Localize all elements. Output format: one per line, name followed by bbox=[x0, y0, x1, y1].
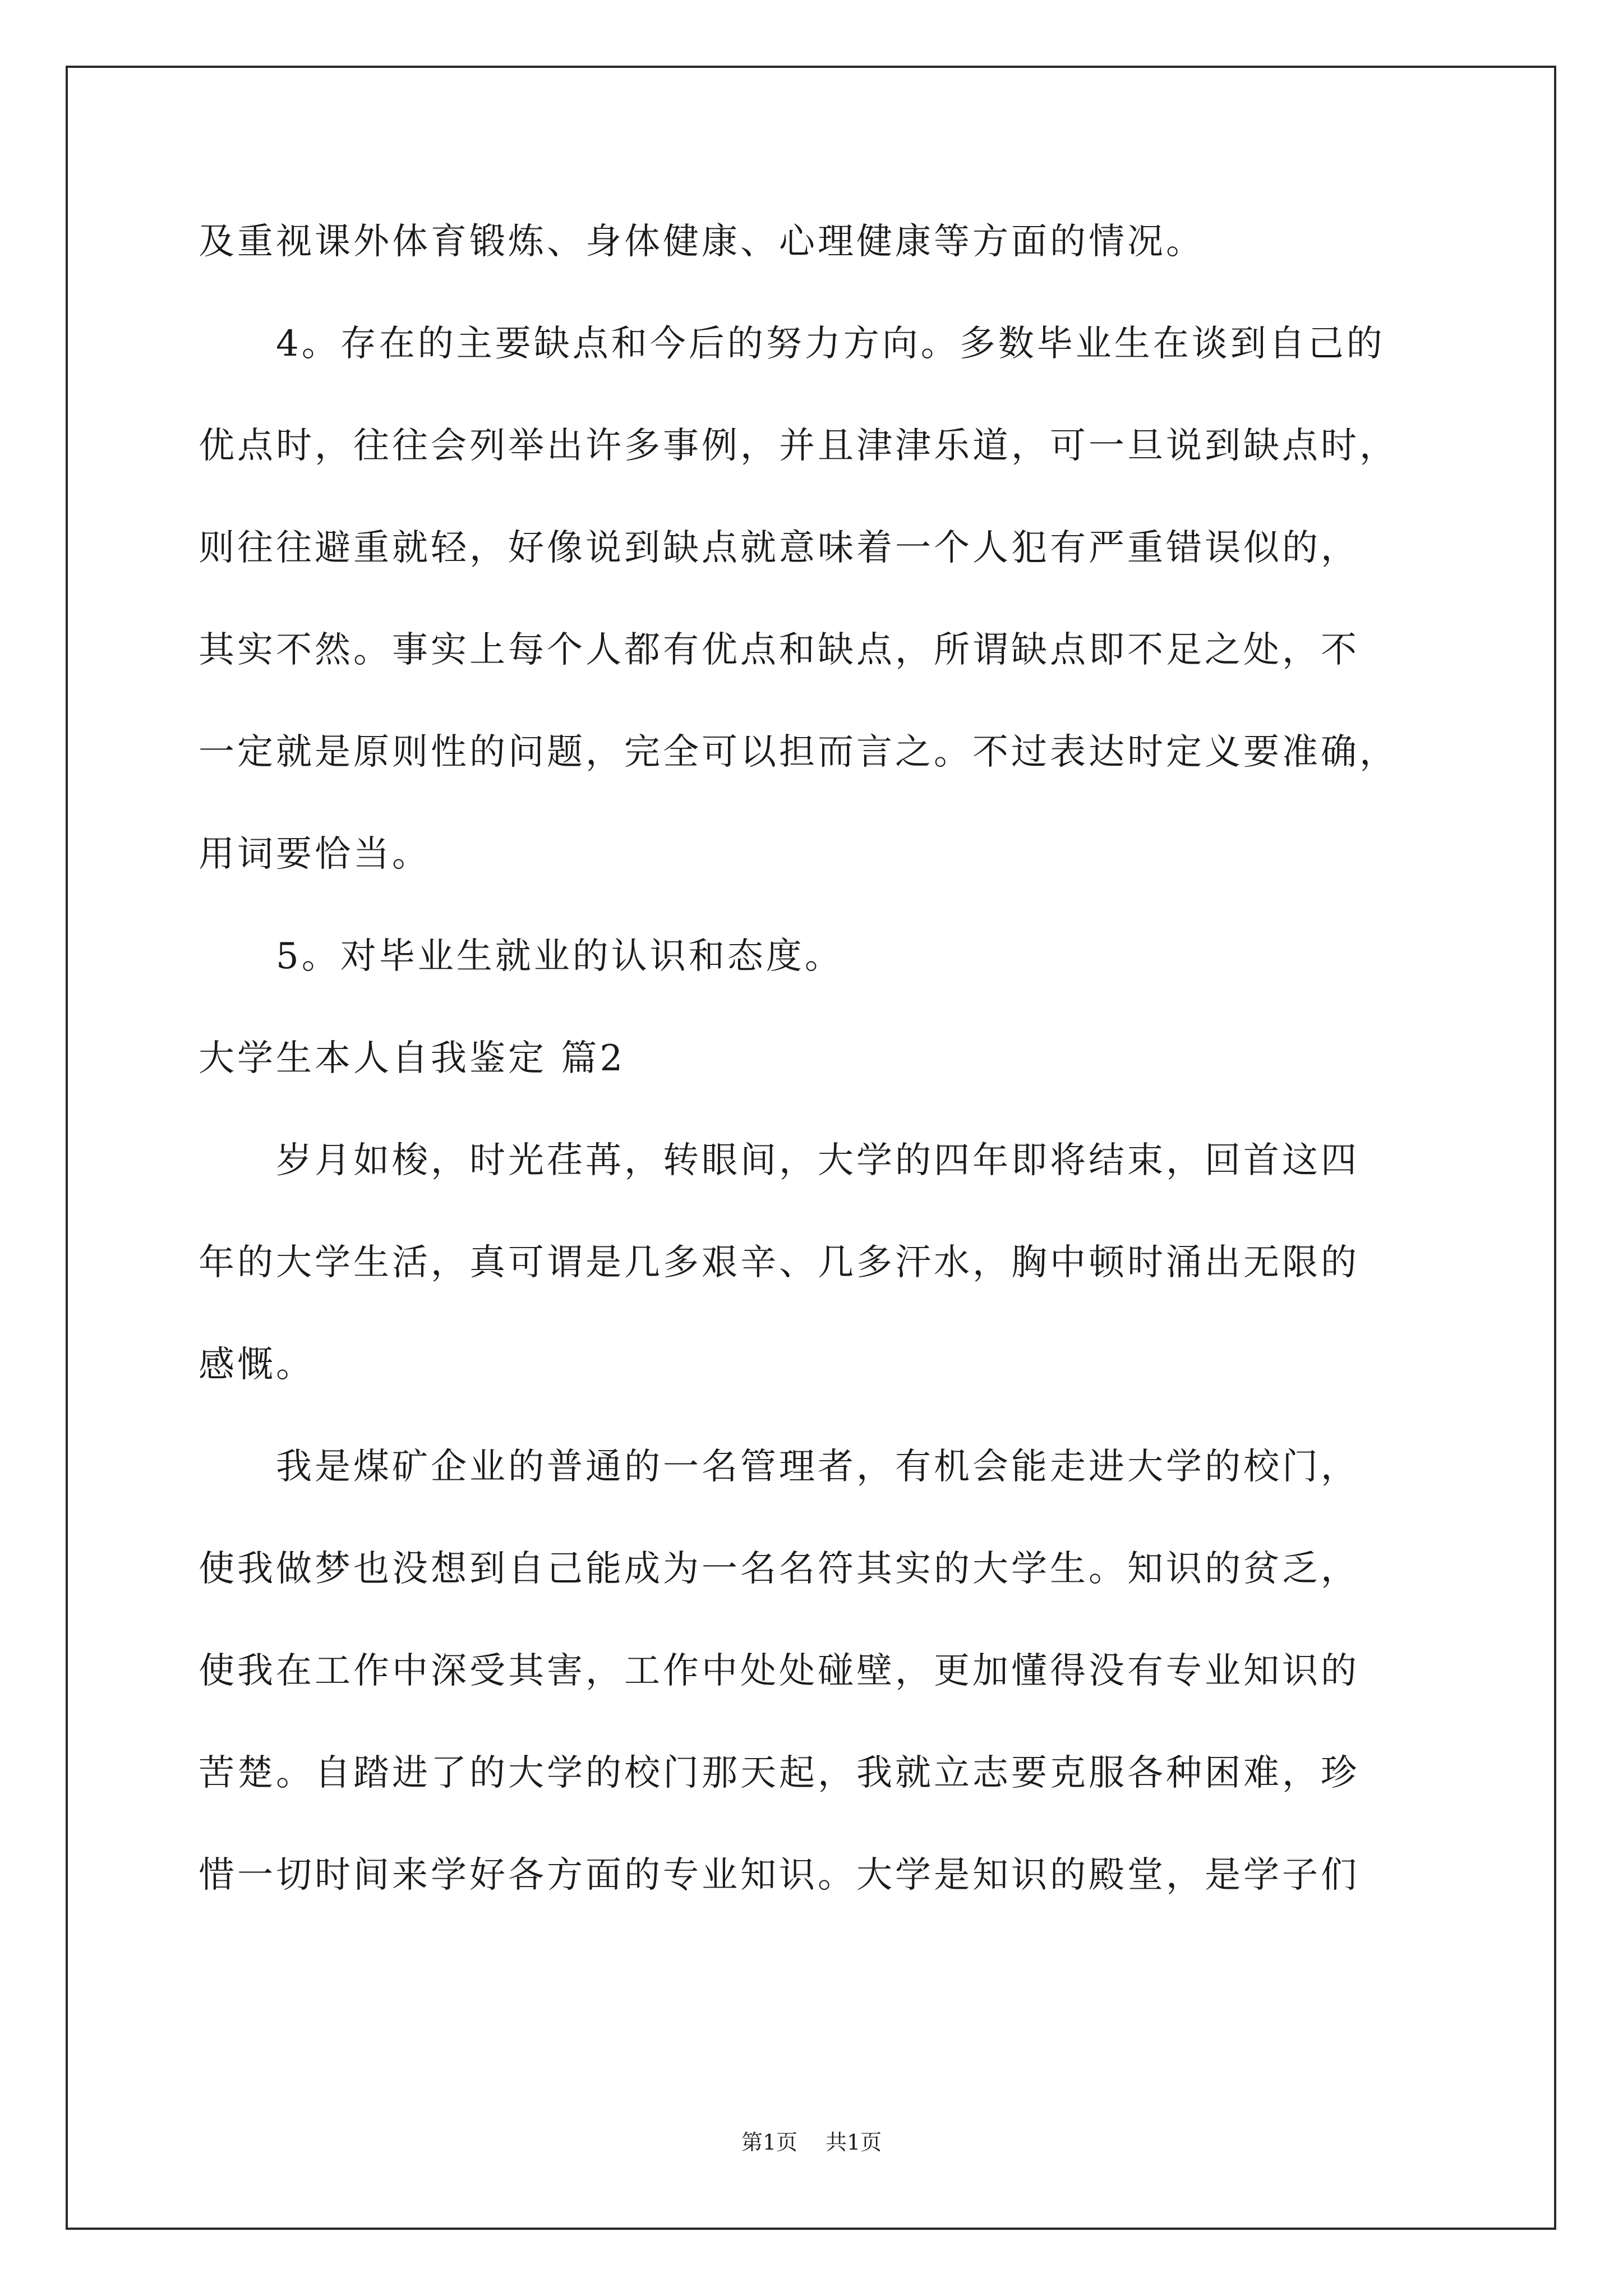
text-line: 其实不然。事实上每个人都有优点和缺点，所谓缺点即不足之处，不 bbox=[199, 629, 1359, 671]
text-line: 使我做梦也没想到自己能成为一名名符其实的大学生。知识的贫乏， bbox=[199, 1548, 1359, 1590]
page-number: 第1页 bbox=[741, 2130, 797, 2155]
text-line: 感慨。 bbox=[199, 1344, 315, 1386]
text-line: 惜一切时间来学好各方面的专业知识。大学是知识的殿堂，是学子们 bbox=[199, 1855, 1359, 1896]
text-line: 使我在工作中深受其害，工作中处处碰壁，更加懂得没有专业知识的 bbox=[199, 1650, 1359, 1692]
page-total: 共1页 bbox=[826, 2130, 882, 2155]
text-line: 一定就是原则性的问题，完全可以担而言之。不过表达时定义要准确， bbox=[199, 731, 1398, 773]
text-line: 年的大学生活，真可谓是几多艰辛、几多汗水，胸中顿时涌出无限的 bbox=[199, 1242, 1359, 1283]
text-line: 优点时，往往会列举出许多事例，并且津津乐道，可一旦说到缺点时， bbox=[199, 425, 1398, 467]
text-line: 及重视课外体育锻炼、身体健康、心理健康等方面的情况。 bbox=[199, 221, 1205, 263]
document-body bbox=[199, 191, 1432, 1926]
text-line: 苦楚。自踏进了的大学的校门那天起，我就立志要克服各种困难，珍 bbox=[199, 1752, 1359, 1794]
text-line: 我是煤矿企业的普通的一名管理者，有机会能走进大学的校门， bbox=[199, 1446, 1359, 1488]
text-line: 5。对毕业生就业的认识和态度。 bbox=[199, 936, 843, 977]
section-heading: 大学生本人自我鉴定 篇2 bbox=[199, 1038, 626, 1079]
text-line: 岁月如梭，时光荏苒，转眼间，大学的四年即将结束，回首这四 bbox=[199, 1140, 1359, 1181]
text-line: 4。存在的主要缺点和今后的努力方向。多数毕业生在谈到自己的 bbox=[199, 323, 1385, 365]
text-line: 则往往避重就轻，好像说到缺点就意味着一个人犯有严重错误似的， bbox=[199, 527, 1359, 569]
page-footer bbox=[0, 2129, 1623, 2156]
text-line: 用词要恰当。 bbox=[199, 834, 431, 875]
